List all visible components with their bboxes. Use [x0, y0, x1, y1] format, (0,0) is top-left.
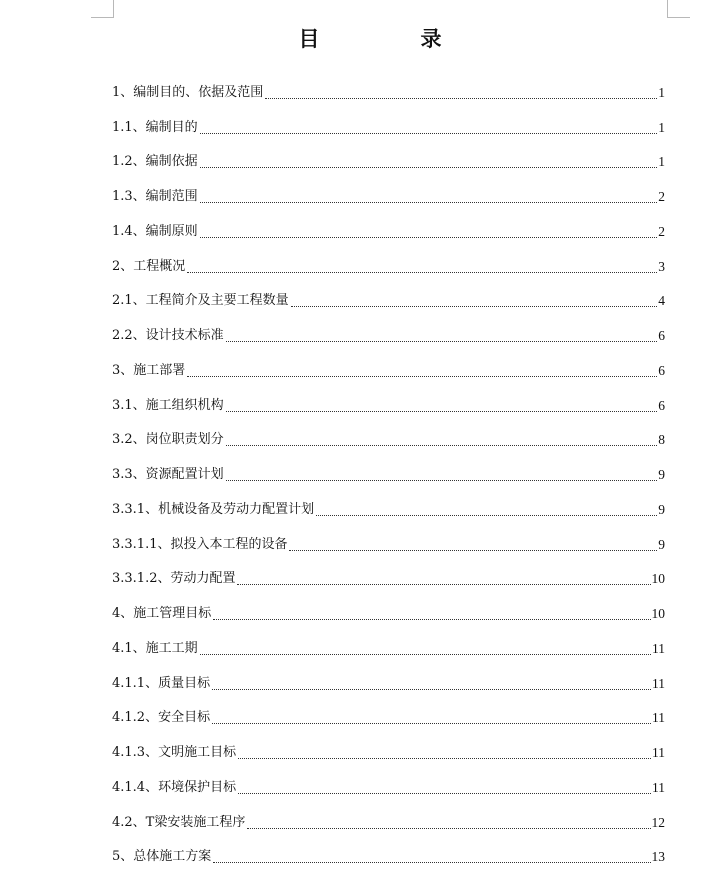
- toc-entry-page-number: 11: [652, 775, 665, 801]
- toc-entry[interactable]: [112, 71, 665, 106]
- toc-entry-page-number: 4: [658, 288, 665, 314]
- toc-dot-leader: [200, 132, 658, 134]
- toc-entry[interactable]: [112, 731, 665, 766]
- toc-entry[interactable]: [112, 488, 665, 523]
- toc-dot-leader: [237, 583, 650, 585]
- toc-entry[interactable]: [112, 175, 665, 210]
- toc-entry-label: 4.1.2、安全目标: [112, 705, 210, 731]
- toc-dot-leader: [200, 653, 651, 655]
- toc-entry-label: 2.1、工程简介及主要工程数量: [112, 288, 289, 314]
- toc-entry-page-number: 8: [658, 427, 665, 453]
- toc-entry-label: 4、施工管理目标: [112, 601, 211, 627]
- toc-dot-leader: [187, 375, 657, 377]
- toc-entry-label: 1、编制目的、依据及范围: [112, 80, 263, 106]
- toc-entry-label: 1.3、编制范围: [112, 184, 198, 210]
- toc-entry[interactable]: [112, 697, 665, 732]
- toc-entry-label: 3.3、资源配置计划: [112, 462, 224, 488]
- toc-entry-label: 3.3.1.2、劳动力配置: [112, 566, 235, 592]
- toc-entry[interactable]: [112, 106, 665, 141]
- toc-entry-page-number: 6: [658, 358, 665, 384]
- page-title: 目 录: [0, 24, 725, 54]
- toc-entry-page-number: 10: [652, 566, 666, 592]
- toc-dot-leader: [238, 792, 651, 794]
- toc-entry-page-number: 11: [652, 705, 665, 731]
- toc-dot-leader: [289, 549, 657, 551]
- toc-dot-leader: [247, 827, 650, 829]
- toc-entry[interactable]: [112, 453, 665, 488]
- toc-entry[interactable]: [112, 280, 665, 315]
- toc-entry-page-number: 1: [658, 80, 665, 106]
- toc-dot-leader: [226, 340, 658, 342]
- toc-dot-leader: [238, 757, 651, 759]
- toc-entry-page-number: 1: [658, 115, 665, 141]
- toc-entry[interactable]: [112, 419, 665, 454]
- toc-dot-leader: [200, 236, 658, 238]
- toc-entry-page-number: 11: [652, 636, 665, 662]
- toc-entry-label: 2、工程概况: [112, 254, 185, 280]
- toc-entry-page-number: 2: [658, 219, 665, 245]
- toc-entry[interactable]: [112, 627, 665, 662]
- toc-dot-leader: [212, 688, 651, 690]
- toc-dot-leader: [316, 514, 657, 516]
- toc-entry-label: 1.4、编制原则: [112, 219, 198, 245]
- toc-entry-label: 5、总体施工方案: [112, 844, 211, 870]
- toc-entry-label: 4.1、施工工期: [112, 636, 198, 662]
- table-of-contents: [112, 71, 665, 870]
- toc-dot-leader: [213, 618, 650, 620]
- toc-entry[interactable]: [112, 314, 665, 349]
- toc-entry[interactable]: [112, 662, 665, 697]
- page-corner-mark-top-left: [91, 17, 114, 18]
- toc-entry-label: 3.3.1、机械设备及劳动力配置计划: [112, 497, 314, 523]
- page-corner-mark-top-left: [113, 0, 114, 18]
- toc-entry-page-number: 6: [658, 323, 665, 349]
- toc-entry-label: 4.1.1、质量目标: [112, 671, 210, 697]
- toc-entry-page-number: 11: [652, 671, 665, 697]
- toc-entry-page-number: 10: [652, 601, 666, 627]
- toc-entry[interactable]: [112, 141, 665, 176]
- toc-dot-leader: [212, 722, 651, 724]
- toc-entry-page-number: 9: [658, 532, 665, 558]
- toc-entry-label: 3.2、岗位职责划分: [112, 427, 224, 453]
- toc-entry-page-number: 12: [652, 810, 666, 836]
- toc-entry-label: 1.2、编制依据: [112, 149, 198, 175]
- toc-entry[interactable]: [112, 384, 665, 419]
- toc-dot-leader: [226, 444, 658, 446]
- toc-entry-label: 4.1.4、环境保护目标: [112, 775, 236, 801]
- toc-entry[interactable]: [112, 523, 665, 558]
- toc-entry-label: 3.3.1.1、拟投入本工程的设备: [112, 532, 287, 558]
- toc-dot-leader: [187, 271, 657, 273]
- toc-entry-page-number: 1: [658, 149, 665, 175]
- page-corner-mark-top-right: [667, 0, 668, 18]
- toc-entry[interactable]: [112, 558, 665, 593]
- toc-entry[interactable]: [112, 245, 665, 280]
- toc-dot-leader: [200, 166, 658, 168]
- toc-entry[interactable]: [112, 801, 665, 836]
- toc-entry-label: 3、施工部署: [112, 358, 185, 384]
- toc-entry-page-number: 11: [652, 740, 665, 766]
- toc-entry[interactable]: [112, 210, 665, 245]
- toc-entry-label: 4.1.3、文明施工目标: [112, 740, 236, 766]
- toc-entry-label: 1.1、编制目的: [112, 115, 198, 141]
- toc-dot-leader: [200, 201, 658, 203]
- toc-entry[interactable]: [112, 349, 665, 384]
- toc-dot-leader: [226, 410, 658, 412]
- page-corner-mark-top-right: [667, 17, 690, 18]
- toc-dot-leader: [265, 97, 657, 99]
- toc-entry-label: 2.2、设计技术标准: [112, 323, 224, 349]
- toc-entry[interactable]: [112, 592, 665, 627]
- toc-entry[interactable]: [112, 766, 665, 801]
- toc-entry-label: 4.2、T梁安装施工程序: [112, 810, 245, 836]
- toc-entry-page-number: 6: [658, 393, 665, 419]
- toc-entry-page-number: 2: [658, 184, 665, 210]
- toc-entry-page-number: 9: [658, 462, 665, 488]
- toc-entry-label: 3.1、施工组织机构: [112, 393, 224, 419]
- toc-entry[interactable]: [112, 836, 665, 870]
- toc-dot-leader: [213, 861, 650, 863]
- toc-entry-page-number: 3: [658, 254, 665, 280]
- toc-entry-page-number: 13: [652, 844, 666, 870]
- toc-entry-page-number: 9: [658, 497, 665, 523]
- toc-dot-leader: [291, 305, 658, 307]
- toc-dot-leader: [226, 479, 658, 481]
